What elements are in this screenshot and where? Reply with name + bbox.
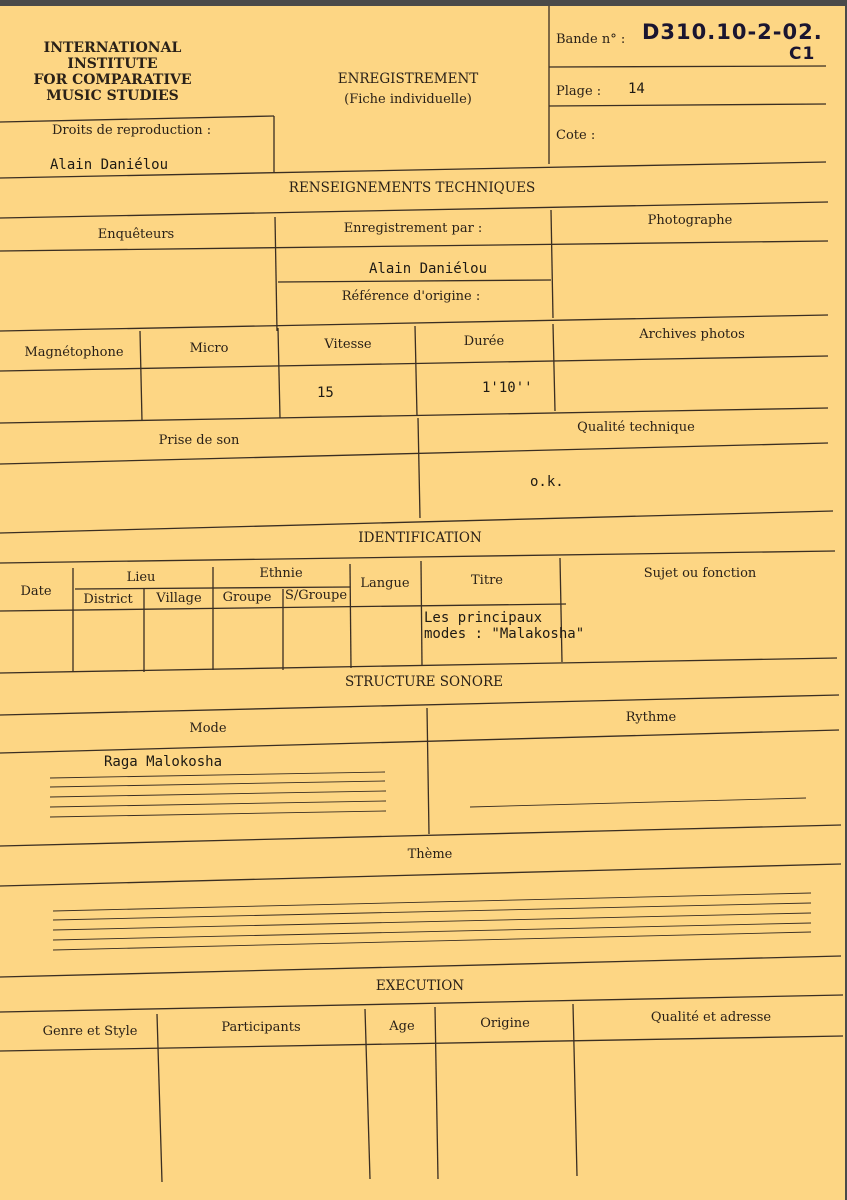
archives-photos-label: Archives photos	[639, 327, 745, 342]
ethnie-label: Ethnie	[259, 566, 303, 581]
village-label: Village	[156, 591, 202, 606]
prise-de-son-label: Prise de son	[158, 433, 240, 448]
langue-label: Langue	[360, 576, 410, 591]
enregistrement-label: Enregistrement par :	[343, 221, 483, 236]
age-label: Age	[389, 1019, 415, 1034]
droits-label: Droits de reproduction :	[52, 123, 212, 138]
droits-value: Alain Daniélou	[50, 157, 169, 173]
plage-label: Plage :	[556, 84, 602, 99]
institute-line-1: INTERNATIONAL INSTITUTE	[43, 40, 182, 73]
form-title: ENREGISTREMENT	[337, 71, 479, 87]
index-card	[0, 6, 845, 1200]
date-label: Date	[20, 584, 52, 599]
sgroupe-label: S/Groupe	[284, 588, 348, 603]
bande-label: Bande n° :	[556, 32, 626, 47]
district-label: District	[83, 592, 133, 607]
theme-label: Thème	[407, 847, 453, 862]
reference-label: Référence d'origine :	[341, 289, 481, 304]
qualite-technique-value: o.k.	[530, 474, 564, 490]
cote-label: Cote :	[556, 128, 596, 143]
sujet-fonction-label: Sujet ou fonction	[643, 566, 757, 581]
titre-value-line-1: Les principaux	[424, 610, 543, 626]
duree-value: 1'10''	[482, 380, 533, 396]
lieu-label: Lieu	[126, 570, 156, 585]
section-title-identification: IDENTIFICATION	[358, 530, 482, 546]
titre-label: Titre	[471, 573, 503, 588]
genre-style-label: Genre et Style	[42, 1024, 138, 1039]
mode-label: Mode	[189, 721, 227, 736]
magnetophone-label: Magnétophone	[24, 345, 124, 360]
mode-value: Raga Malokosha	[104, 754, 223, 770]
section-title-execution: EXECUTION	[375, 978, 465, 994]
participants-label: Participants	[221, 1020, 301, 1035]
vitesse-label: Vitesse	[324, 337, 372, 352]
qualite-adresse-label: Qualité et adresse	[650, 1010, 772, 1025]
enregistrement-value: Alain Daniélou	[368, 261, 488, 277]
bande-number: D310.10-2-02.	[642, 20, 823, 44]
bande-suffix: C1	[789, 44, 816, 64]
qualite-technique-label: Qualité technique	[577, 420, 695, 435]
section-title-structure: STRUCTURE SONORE	[344, 674, 504, 690]
vitesse-value: 15	[317, 385, 334, 401]
groupe-label: Groupe	[222, 590, 272, 605]
plage-value: 14	[628, 81, 645, 97]
origine-label: Origine	[480, 1016, 530, 1031]
rythme-label: Rythme	[625, 710, 677, 725]
institute-line-2: FOR COMPARATIVE	[33, 72, 192, 89]
institute-name	[0, 40, 225, 104]
section-title-technique: RENSEIGNEMENTS TECHNIQUES	[288, 180, 536, 196]
micro-label: Micro	[189, 341, 229, 356]
enqueteurs-label: Enquêteurs	[97, 227, 175, 242]
duree-label: Durée	[463, 334, 505, 349]
titre-value-line-2: modes : "Malakosha"	[424, 626, 585, 642]
institute-line-3: MUSIC STUDIES	[46, 88, 179, 105]
photographe-label: Photographe	[647, 213, 733, 228]
form-subtitle: (Fiche individuelle)	[344, 92, 472, 107]
